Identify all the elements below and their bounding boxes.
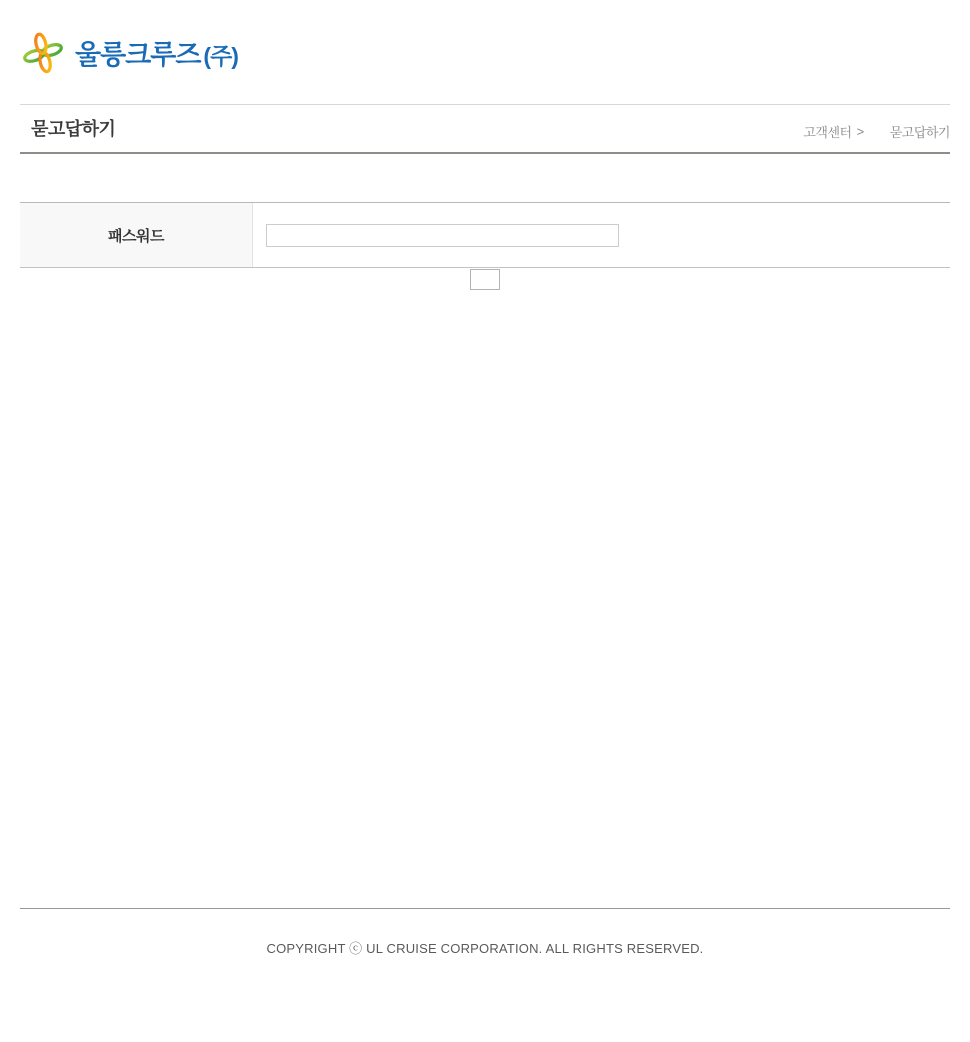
breadcrumb-current[interactable]: 묻고답하기	[889, 125, 950, 140]
pinwheel-flower-icon	[22, 29, 64, 75]
logo[interactable]	[22, 28, 238, 76]
password-input[interactable]	[266, 224, 619, 247]
footer-divider	[20, 908, 950, 909]
password-form-table	[20, 202, 950, 268]
password-cell	[253, 203, 950, 267]
logo-company: 울릉크루즈	[75, 39, 201, 70]
breadcrumb-parent[interactable]: 고객센터	[803, 125, 852, 140]
confirm-button[interactable]	[470, 269, 500, 290]
logo-suffix: (주)	[203, 42, 238, 69]
password-label: 패스워드	[20, 203, 253, 267]
titlebar-divider-top	[20, 104, 950, 105]
logo-text	[75, 33, 238, 72]
titlebar-divider-bottom	[20, 152, 950, 154]
page-title: 묻고답하기	[31, 119, 116, 139]
breadcrumb	[803, 122, 950, 141]
footer-copyright: COPYRIGHT ⓒ UL CRUISE CORPORATION. ALL RIGHTS RESERVED.	[266, 941, 704, 956]
breadcrumb-separator: >	[856, 124, 864, 139]
